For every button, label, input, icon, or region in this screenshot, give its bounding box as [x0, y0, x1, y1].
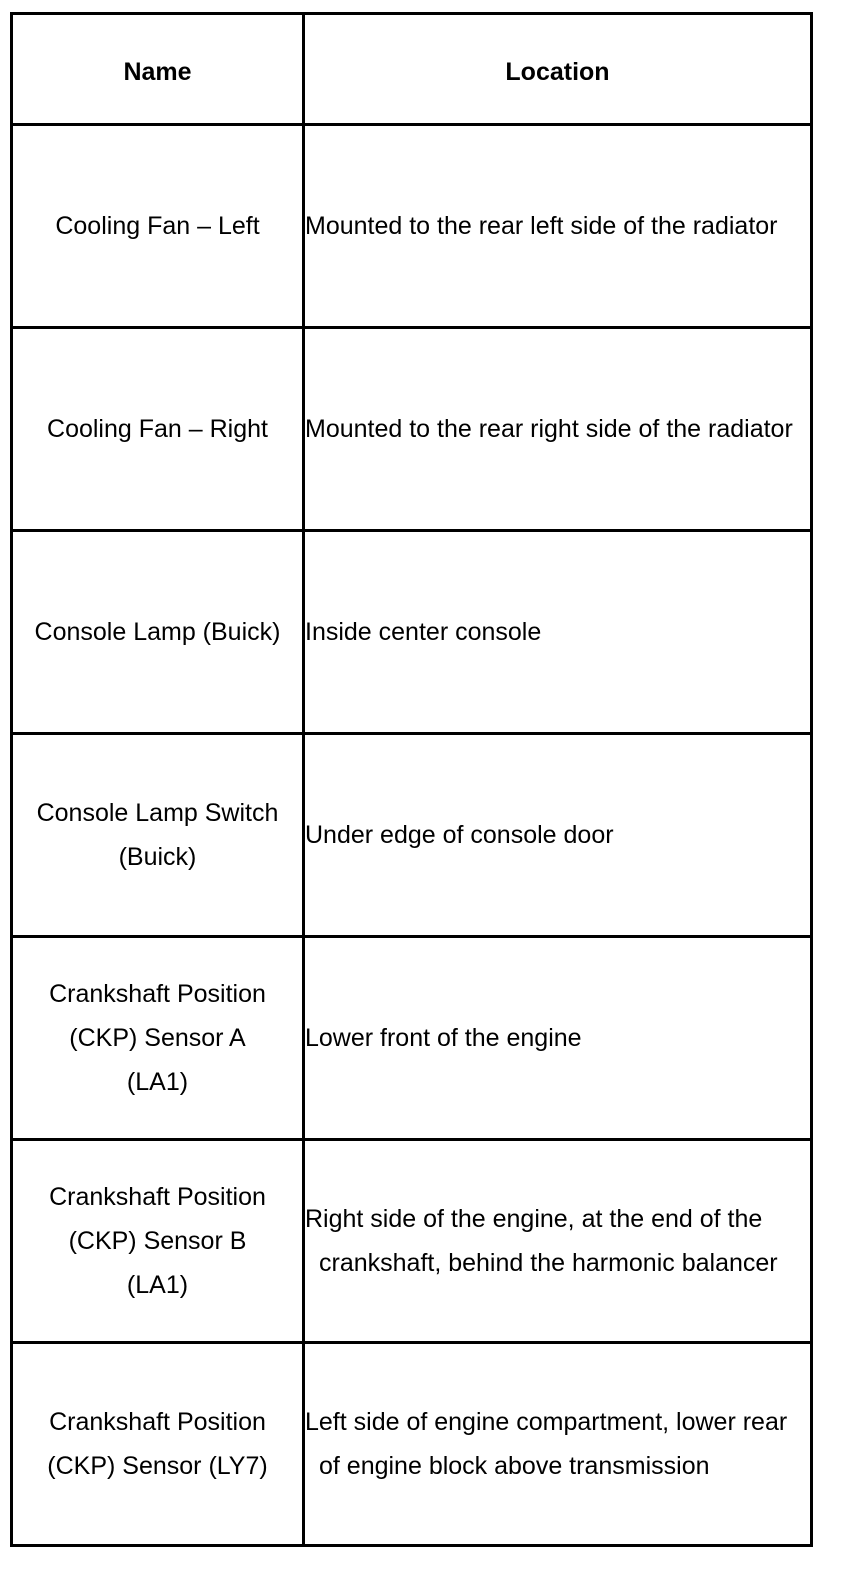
location-cell	[304, 125, 812, 328]
component-name: Console Lamp Switch (Buick)	[36, 799, 279, 871]
component-name: Crankshaft Position (CKP) Sensor B (LA1)	[49, 1183, 266, 1299]
component-name: Crankshaft Position (CKP) Sensor A (LA1)	[49, 980, 266, 1096]
location-cell	[304, 1343, 812, 1546]
component-location: Mounted to the rear right side of the radiator	[305, 415, 793, 443]
component-name: Cooling Fan – Right	[47, 415, 268, 443]
location-cell	[304, 328, 812, 531]
location-cell	[304, 937, 812, 1140]
component-name: Crankshaft Position (CKP) Sensor (LY7)	[47, 1408, 268, 1480]
name-cell	[12, 1343, 304, 1546]
table-row	[12, 937, 812, 1140]
location-cell	[304, 734, 812, 937]
component-name: Cooling Fan – Left	[55, 212, 260, 240]
table-row	[12, 125, 812, 328]
name-cell	[12, 531, 304, 734]
component-name: Console Lamp (Buick)	[34, 618, 281, 646]
header-name: Name	[12, 14, 304, 125]
name-cell	[12, 125, 304, 328]
name-cell	[12, 328, 304, 531]
component-location: Under edge of console door	[305, 821, 614, 849]
header-location: Location	[304, 14, 812, 125]
component-location: Inside center console	[305, 618, 542, 646]
component-location: Left side of engine compartment, lower rear of engine block above transmission	[305, 1408, 788, 1480]
table-row	[12, 328, 812, 531]
table-row	[12, 1343, 812, 1546]
table-row	[12, 734, 812, 937]
name-cell	[12, 734, 304, 937]
table-header-row	[12, 14, 812, 125]
location-cell	[304, 1140, 812, 1343]
table-row	[12, 531, 812, 734]
table-row	[12, 1140, 812, 1343]
name-cell	[12, 1140, 304, 1343]
component-location: Mounted to the rear left side of the radiator	[305, 212, 778, 240]
name-cell	[12, 937, 304, 1140]
component-location-table	[10, 12, 813, 1547]
location-cell	[304, 531, 812, 734]
component-location: Right side of the engine, at the end of the crankshaft, behind the harmonic balancer	[305, 1205, 778, 1277]
component-location: Lower front of the engine	[305, 1024, 582, 1052]
